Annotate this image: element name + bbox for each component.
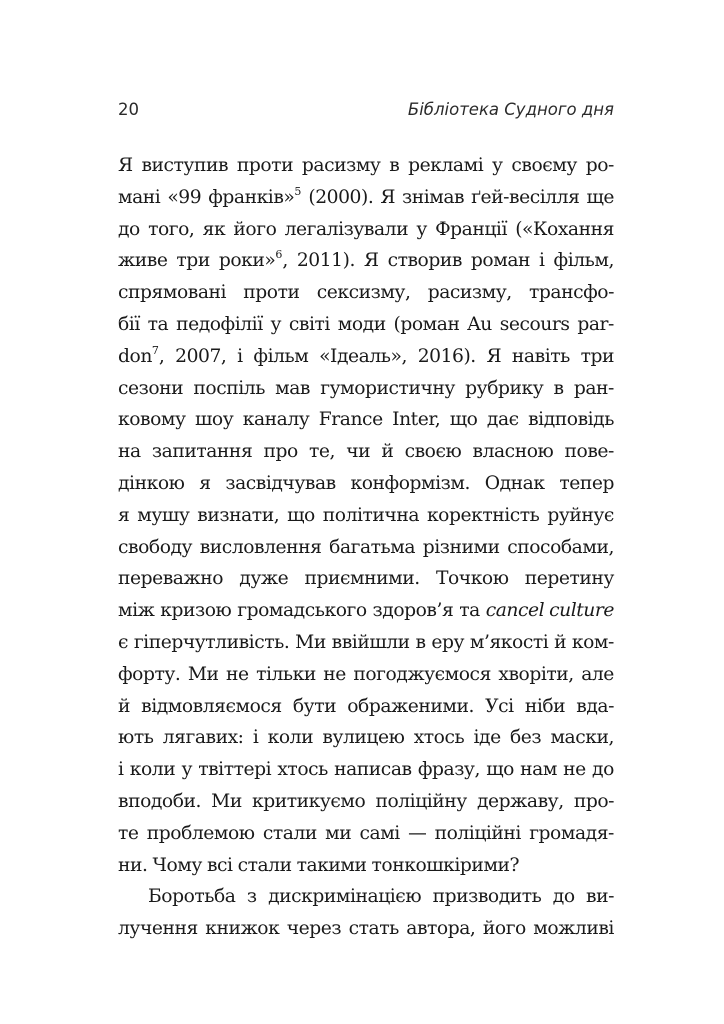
word: дискримінацією xyxy=(268,886,422,908)
text-line xyxy=(118,786,614,818)
word: don xyxy=(118,345,152,367)
word: поспіль xyxy=(193,377,265,399)
word: стать xyxy=(348,918,399,940)
word: бії xyxy=(118,313,140,335)
word: живе xyxy=(118,250,168,272)
word: тонкошкірими? xyxy=(371,854,520,876)
word: Ми xyxy=(187,663,219,685)
word: Au xyxy=(467,313,492,335)
word: конформізм. xyxy=(350,472,470,494)
word: фільм, xyxy=(553,250,614,272)
word: secours xyxy=(499,313,570,335)
word: можливі xyxy=(533,918,614,940)
word: приємними. xyxy=(304,568,420,590)
word: багатьма xyxy=(329,536,416,558)
word: Я xyxy=(380,186,395,208)
word: Inter, xyxy=(392,409,441,431)
word: вулицею xyxy=(322,727,405,749)
word: про xyxy=(263,441,298,463)
word: твіттері xyxy=(198,759,272,781)
word: його xyxy=(233,218,277,240)
word: не xyxy=(323,663,346,685)
word: з xyxy=(246,886,257,908)
word: призводить xyxy=(432,886,542,908)
text-line xyxy=(118,500,614,532)
word: в xyxy=(389,155,400,176)
word: те, xyxy=(309,441,336,463)
word: ми xyxy=(325,822,352,844)
word: визнати, xyxy=(197,504,280,526)
word: висловлення xyxy=(199,536,322,558)
word: Ми xyxy=(295,631,326,653)
word: бути xyxy=(292,695,337,717)
word: і xyxy=(237,345,243,367)
word: «Ідеаль», xyxy=(319,345,407,367)
word: без xyxy=(510,727,542,749)
word: державу, xyxy=(476,790,564,812)
word: такими xyxy=(296,854,367,876)
word: до xyxy=(592,759,614,781)
word: перетину xyxy=(524,568,614,590)
text-line xyxy=(118,245,614,277)
word: дуже xyxy=(239,568,289,590)
word: всі xyxy=(206,854,233,876)
word: ще xyxy=(586,186,614,208)
word: легалізували xyxy=(284,218,409,240)
word: виступив xyxy=(141,155,229,176)
word: Однак xyxy=(484,472,545,494)
word: ковому xyxy=(118,409,186,431)
word: педофілії xyxy=(176,313,263,335)
word: здоров’я xyxy=(372,600,454,622)
word: до xyxy=(118,218,140,240)
word: навіть xyxy=(511,345,570,367)
word: не xyxy=(226,663,249,685)
word: расизму xyxy=(301,155,381,176)
word: відмовляємося xyxy=(141,695,282,717)
text-line xyxy=(118,182,614,214)
word: різними xyxy=(422,536,500,558)
word: лучення xyxy=(118,918,198,940)
word: тільки xyxy=(256,663,316,685)
word: дінкою xyxy=(118,472,185,494)
text-line xyxy=(118,850,614,882)
text-line xyxy=(118,627,614,659)
word: нам xyxy=(520,759,557,781)
word: створив xyxy=(387,250,462,272)
word: що xyxy=(449,409,478,431)
word: шоу xyxy=(195,409,234,431)
word: фільм xyxy=(253,345,309,367)
word: коли xyxy=(267,727,314,749)
word: мані xyxy=(118,186,161,208)
word: рубрику xyxy=(465,377,544,399)
word: й xyxy=(554,631,567,653)
word: мав xyxy=(275,377,311,399)
text-line xyxy=(118,659,614,691)
word: вда- xyxy=(576,695,614,717)
book-title: Бібліотека Судного дня xyxy=(407,100,614,119)
text-line xyxy=(118,214,614,246)
word: погоджуємося xyxy=(353,663,491,685)
italic-term: cancel culture xyxy=(485,600,614,622)
word: проти xyxy=(243,282,300,304)
word: роки» xyxy=(218,250,276,272)
word: руйнує xyxy=(547,504,614,526)
word: що xyxy=(486,759,514,781)
word: критикуємо xyxy=(251,790,366,812)
word: запитання xyxy=(151,441,253,463)
text-line xyxy=(118,532,614,564)
word: його xyxy=(482,918,526,940)
word: Боротьба xyxy=(148,886,236,908)
word: пове- xyxy=(564,441,614,463)
text-line xyxy=(118,818,614,850)
word: іде xyxy=(473,727,501,749)
text-line xyxy=(118,722,614,754)
word: хворіти, xyxy=(498,663,574,685)
word: коректність xyxy=(426,504,540,526)
word: свободу xyxy=(118,536,193,558)
word: та xyxy=(147,313,169,335)
word: коли xyxy=(129,759,176,781)
word: 2016). xyxy=(417,345,476,367)
word: фразу, xyxy=(417,759,480,781)
text-line xyxy=(118,341,614,373)
word: (2000). xyxy=(308,186,374,208)
word: проблемою xyxy=(146,822,255,844)
word: я xyxy=(118,504,130,526)
word: переважно xyxy=(118,568,224,590)
page-number: 20 xyxy=(118,100,139,119)
word: трансфо- xyxy=(529,282,614,304)
word: своєму xyxy=(511,155,577,176)
word: в xyxy=(553,377,564,399)
word: засвідчував xyxy=(225,472,336,494)
word: що xyxy=(287,504,315,526)
word: ображеними. xyxy=(347,695,474,717)
word: вподоби. xyxy=(118,790,202,812)
word: три xyxy=(580,345,614,367)
word: par- xyxy=(577,313,614,335)
word: проти xyxy=(236,155,294,176)
word: як xyxy=(202,218,226,240)
word: в xyxy=(415,631,426,653)
word: у xyxy=(492,155,503,176)
word: способами, xyxy=(507,536,614,558)
word: ґей-весілля xyxy=(471,186,580,208)
word: на xyxy=(118,441,141,463)
word: світі xyxy=(288,313,330,335)
word: є xyxy=(118,631,129,653)
word: 2007, xyxy=(175,345,227,367)
text-line xyxy=(118,150,614,182)
word: дає xyxy=(486,409,519,431)
text-line xyxy=(118,881,614,913)
word: моди xyxy=(337,313,386,335)
word: ють xyxy=(118,727,154,749)
text-line xyxy=(118,913,614,945)
word: власною xyxy=(472,441,554,463)
word: про- xyxy=(573,790,614,812)
word: мушу xyxy=(137,504,190,526)
word: рекламі xyxy=(408,155,484,176)
footnote-ref: 6 xyxy=(275,248,283,262)
word: Я xyxy=(118,155,133,176)
text-line xyxy=(118,563,614,595)
word: ни. xyxy=(118,854,148,876)
text-line xyxy=(118,754,614,786)
word-with-footnote xyxy=(208,182,301,214)
word: політична xyxy=(322,504,420,526)
word: поліційні xyxy=(434,822,521,844)
word: расизму, xyxy=(427,282,512,304)
word: у xyxy=(416,218,427,240)
word: не xyxy=(563,759,586,781)
word: стали xyxy=(237,854,292,876)
word: ви- xyxy=(586,886,614,908)
body-text xyxy=(118,150,614,945)
word-with-footnote: роки»$^6$, xyxy=(218,248,288,272)
word: ран- xyxy=(573,377,614,399)
word: форту. xyxy=(118,663,181,685)
text-line xyxy=(118,691,614,723)
word: м’якості xyxy=(469,631,549,653)
word: чи xyxy=(346,441,371,463)
word: каналу xyxy=(242,409,310,431)
running-head xyxy=(118,100,614,128)
word: (роман xyxy=(393,313,460,335)
word: три xyxy=(176,250,210,272)
word: гумористичну xyxy=(320,377,455,399)
word: «99 xyxy=(167,186,202,208)
word: Я xyxy=(486,345,502,367)
word: знімав xyxy=(401,186,465,208)
word: еру xyxy=(431,631,465,653)
word: хтось xyxy=(413,727,465,749)
word: сезони xyxy=(118,377,184,399)
word: кризою xyxy=(160,600,232,622)
footnote-ref: 7 xyxy=(151,343,159,357)
word: тепер xyxy=(559,472,614,494)
word: я xyxy=(199,472,211,494)
word: самі xyxy=(359,822,400,844)
word: між xyxy=(118,600,155,622)
text-line xyxy=(118,277,614,309)
word: і xyxy=(252,727,259,749)
word: до xyxy=(552,886,575,908)
word: франків» xyxy=(208,186,295,208)
word: France xyxy=(318,409,383,431)
word: та xyxy=(459,600,480,622)
word: лягавих: xyxy=(162,727,244,749)
word-with-footnote: don$^7$, xyxy=(118,343,165,367)
word: ро- xyxy=(585,155,614,176)
word: і xyxy=(539,250,545,272)
word: книжок xyxy=(205,918,280,940)
text-line xyxy=(118,404,614,436)
word: громадського xyxy=(237,600,367,622)
text-line xyxy=(118,468,614,500)
word: ком- xyxy=(571,631,614,653)
word: 2011). xyxy=(296,250,355,272)
word: Я xyxy=(363,250,379,272)
word: — xyxy=(408,822,427,844)
word: гіперчутливість. xyxy=(133,631,290,653)
word: громадя- xyxy=(529,822,614,844)
word: у xyxy=(270,313,282,335)
word: своєю xyxy=(404,441,462,463)
word: роман xyxy=(470,250,531,272)
word: через xyxy=(286,918,342,940)
word: маски, xyxy=(550,727,614,749)
word: («Кохання xyxy=(515,218,614,240)
word: те xyxy=(118,822,139,844)
word: Чому xyxy=(152,854,202,876)
word: Усі xyxy=(485,695,514,717)
word: спрямовані xyxy=(118,282,227,304)
word: Точкою xyxy=(435,568,509,590)
footnote-ref: 5 xyxy=(294,184,302,198)
text-line xyxy=(118,436,614,468)
text-line xyxy=(118,595,614,627)
word: Ми xyxy=(211,790,242,812)
word: ввійшли xyxy=(331,631,410,653)
word: ніби xyxy=(524,695,566,717)
word: й xyxy=(381,441,394,463)
word: у xyxy=(181,759,192,781)
word: поліційну xyxy=(375,790,467,812)
text-line xyxy=(118,309,614,341)
word: автора, xyxy=(406,918,476,940)
word: хтось xyxy=(277,759,328,781)
word: стали xyxy=(262,822,317,844)
word: того, xyxy=(148,218,195,240)
word: написав xyxy=(334,759,412,781)
word: сексизму, xyxy=(316,282,411,304)
text-line xyxy=(118,373,614,405)
word: Франції xyxy=(435,218,507,240)
word: й xyxy=(118,695,131,717)
word: і xyxy=(118,759,124,781)
word: але xyxy=(581,663,614,685)
word: відповідь xyxy=(528,409,614,431)
